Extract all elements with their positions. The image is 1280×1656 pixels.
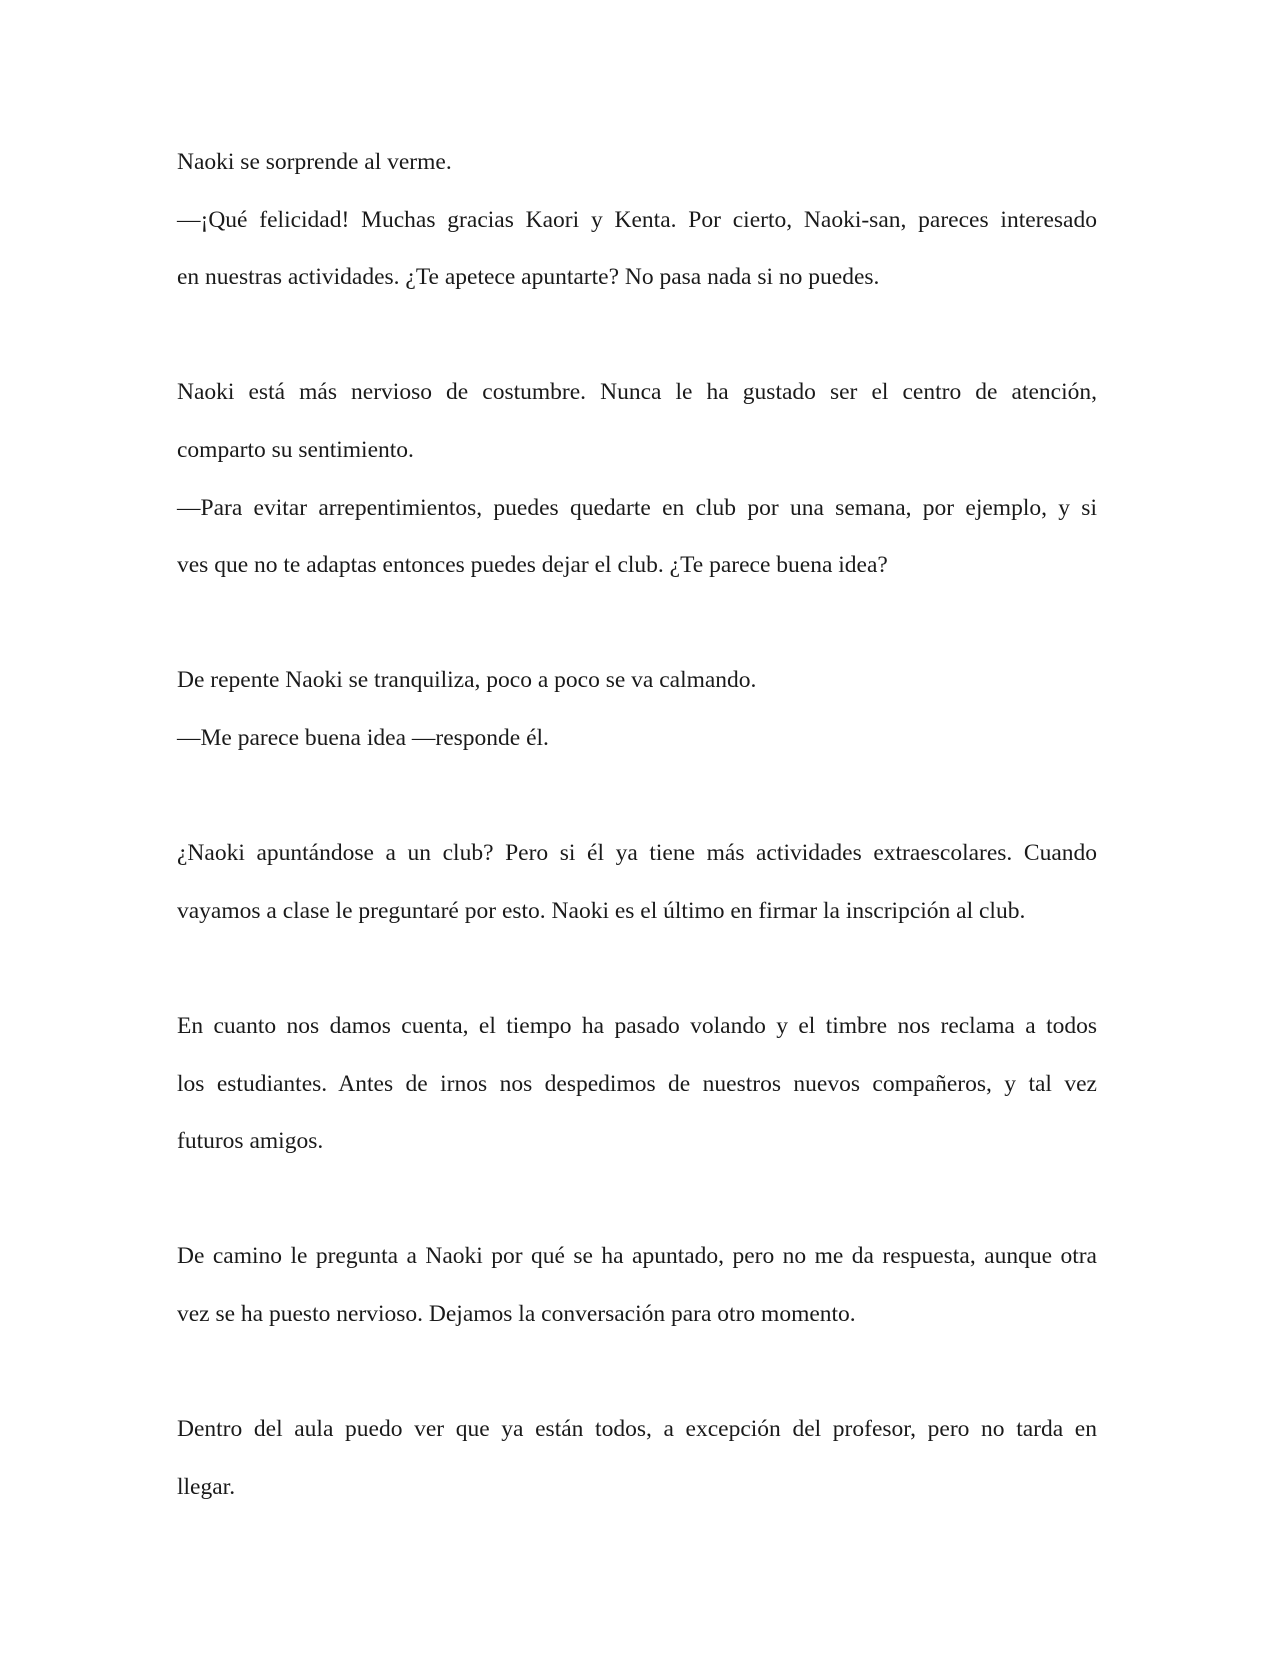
text-line: —Me parece buena idea —responde él. [177,724,549,751]
paragraph-gap [177,1171,1097,1229]
text-line: llegar. [177,1473,236,1500]
paragraph-gap [177,307,1097,365]
text-line: De camino le pregunta a Naoki por qué se ha apuntado, pero no me da respuesta, aunque otra [177,1243,1097,1270]
text-line: —¡Qué felicidad! Muchas gracias Kaori y Kenta. Por cierto, Naoki-san, pareces interesado [177,206,1097,233]
text-line: en nuestras actividades. ¿Te apetece apuntarte? No pasa nada si no puedes. [177,264,880,291]
text-line: los estudiantes. Antes de irnos nos despedimos de nuestros nuevos compañeros, y tal vez [177,1070,1097,1097]
text-line: De repente Naoki se tranquiliza, poco a poco se va calmando. [177,667,757,694]
text-line: En cuanto nos damos cuenta, el tiempo ha pasado volando y el timbre nos reclama a todos [177,1012,1097,1039]
text-line: ¿Naoki apuntándose a un club? Pero si él ya tiene más actividades extraescolares. Cuando [177,840,1097,867]
text-line: Naoki se sorprende al verme. [177,149,452,175]
text-line: futuros amigos. [177,1128,324,1155]
body-text [177,134,1097,1516]
text-line: —Para evitar arrepentimientos, puedes quedarte en club por una semana, por ejemplo, y si [177,494,1097,521]
text-line: Naoki está más nervioso de costumbre. Nunca le ha gustado ser el centro de atención, [177,379,1097,406]
text-line: comparto su sentimiento. [177,436,414,463]
paragraph-gap [177,1343,1097,1401]
text-line: ves que no te adaptas entonces puedes dejar el club. ¿Te parece buena idea? [177,552,888,579]
text-line: vez se ha puesto nervioso. Dejamos la conversación para otro momento. [177,1300,856,1327]
paragraph-gap [177,940,1097,998]
paragraph-gap [177,595,1097,653]
text-line: vayamos a clase le preguntaré por esto. Naoki es el último en firmar la inscripción al club. [177,897,1026,924]
paragraph-gap [177,768,1097,826]
text-line: Dentro del aula puedo ver que ya están todos, a excepción del profesor, pero no tarda en [177,1416,1097,1443]
